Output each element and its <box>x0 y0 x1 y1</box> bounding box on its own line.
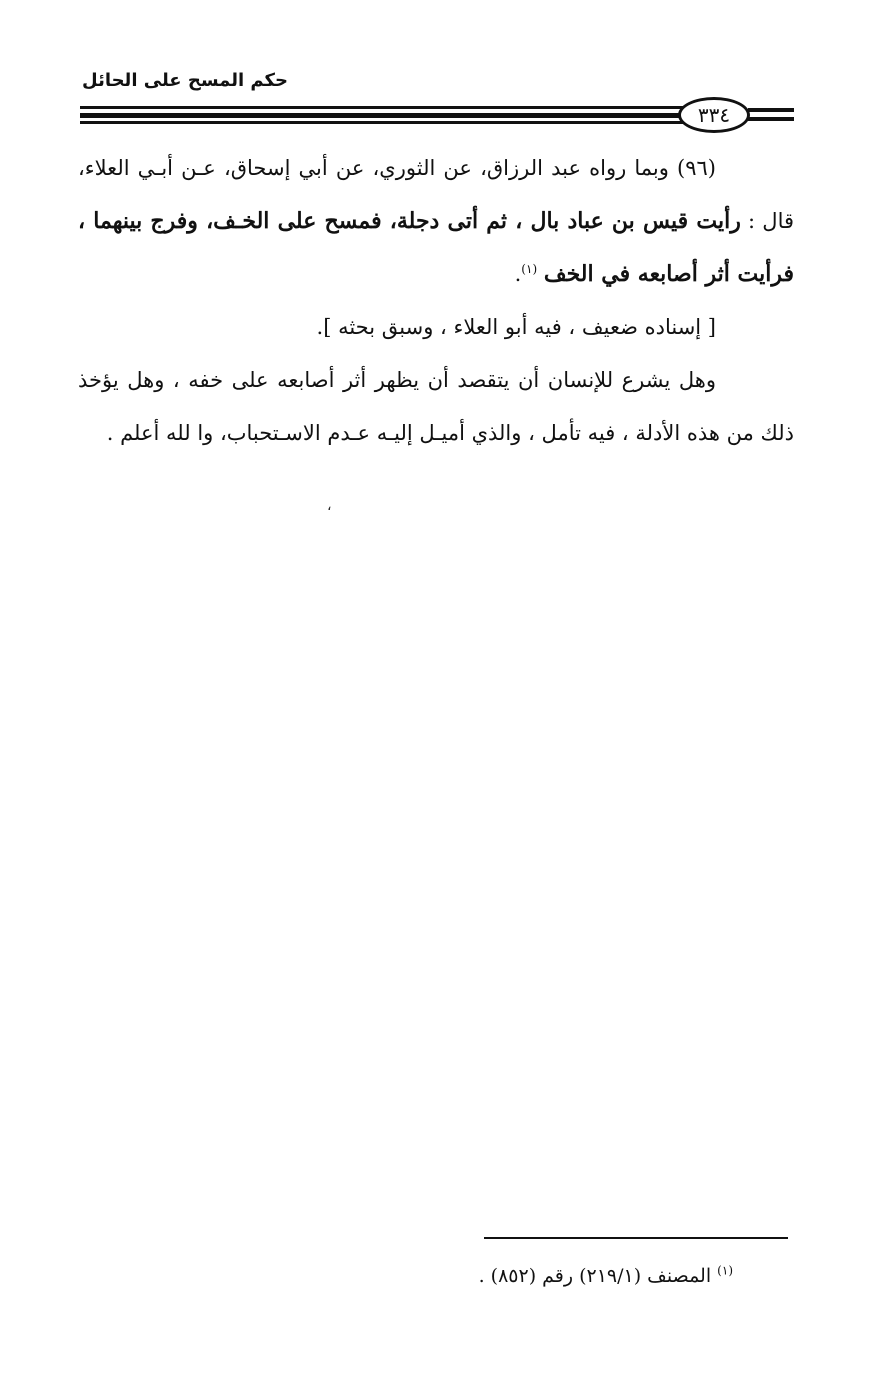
footnote-text: المصنف (٢١٩/١) رقم (٨٥٢) . <box>478 1265 712 1287</box>
running-header-title: حكم المسح على الحائل <box>82 70 288 91</box>
footnote-number: (١) <box>717 1263 733 1278</box>
stray-ink-mark: ، <box>327 498 332 514</box>
header-rule <box>748 117 794 121</box>
header-rule <box>748 108 794 112</box>
footnote-separator <box>484 1237 788 1239</box>
hadith-end-punct: . <box>514 262 522 286</box>
footnote <box>479 1265 733 1287</box>
hadith-quote-bold: رأيت قيس بن عباد بال ، ثم أتى دجلة، فمسح على الخـف، وفرج بينهما ، فرأيت أثر أصابعه في الخف <box>78 208 794 287</box>
header-rule <box>80 121 685 124</box>
header-rule <box>80 113 685 118</box>
paragraph-discussion: وهل يشرع للإنسان أن يتقصد أن يظهر أثر أصابعه على خفه ، وهل يؤخذ ذلك من هذه الأدلة ، فيه تأمل ، والذي أميـل إليـه عـدم الاسـتحباب، وا لله أعلم . <box>78 368 794 445</box>
header-rule <box>80 106 685 109</box>
footnote-reference: (١) <box>521 262 538 276</box>
paragraph-hadith-96 <box>78 142 794 301</box>
page-number: ٣٣٤ <box>678 97 750 133</box>
body-text <box>78 142 794 460</box>
paragraph-isnad-note: [ إسناده ضعيف ، فيه أبو العلاء ، وسبق بحثه ]. <box>316 315 716 339</box>
hadith-intro-text: (٩٦) وبما رواه عبد الرزاق، عن الثوري، عن أبي إسحاق، عـن أبـي العلاء، قال : <box>78 156 795 233</box>
